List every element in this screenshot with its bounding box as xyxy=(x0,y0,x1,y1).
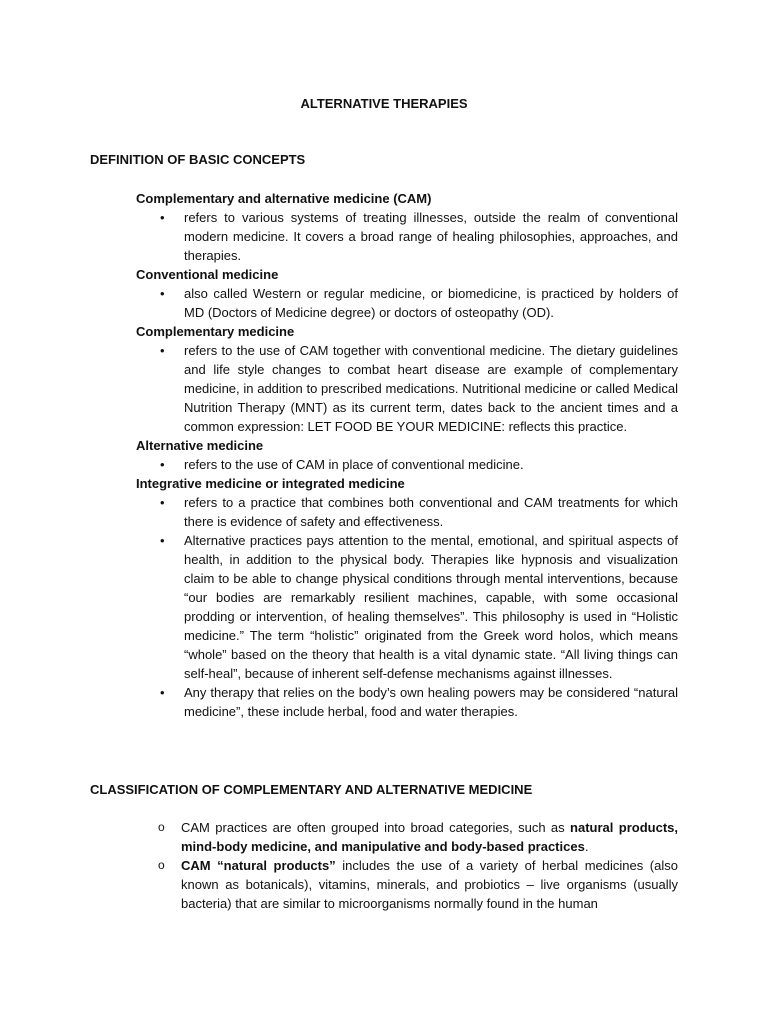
bullet-marker: • xyxy=(160,286,165,301)
term-cam-bullets xyxy=(136,208,678,265)
document-title: ALTERNATIVE THERAPIES xyxy=(300,96,468,111)
list-item xyxy=(136,493,678,531)
list-item xyxy=(136,818,678,856)
bullet-marker: • xyxy=(160,533,165,548)
definitions-list xyxy=(136,189,678,721)
circle-bullet-marker: o xyxy=(158,820,165,834)
item-text: CAM practices are often grouped into broad categories, such as xyxy=(181,820,571,835)
bullet-marker: • xyxy=(160,457,165,472)
list-item xyxy=(136,856,678,913)
list-item xyxy=(136,683,678,721)
list-item xyxy=(136,531,678,683)
list-item xyxy=(136,341,678,436)
item-bold-text: natural products, mind-body medicine, and manipulative and body-based practices xyxy=(181,820,678,854)
item-text-end: . xyxy=(584,839,589,854)
list-item xyxy=(136,284,678,322)
list-item xyxy=(136,208,678,265)
term-integrative-bullets xyxy=(136,493,678,721)
bullet-text: refers to a practice that combines both conventional and CAM treatments for which there is evidence of safety and effectiveness. xyxy=(184,495,678,529)
term-cam: Complementary and alternative medicine (CAM) xyxy=(136,191,432,206)
bullet-text: refers to the use of CAM together with conventional medicine. The dietary guidelines and life style changes to combat heart disease are example of complementary medicine, in addition to prescribed medications. Nutritional medicine or called Medical Nutrition Therapy (MNT) as its current term, dates back to the ancient times and a common expression: LET FOOD BE YOUR MEDICINE: reflects this practice. xyxy=(184,343,678,434)
bullet-text: Any therapy that relies on the body’s own healing powers may be considered “natural medicine”, these include herbal, food and water therapies. xyxy=(184,685,678,719)
term-complementary-bullets xyxy=(136,341,678,436)
bullet-marker: • xyxy=(160,210,165,225)
bullet-text: refers to various systems of treating illnesses, outside the realm of conventional modern medicine. It covers a broad range of healing philosophies, approaches, and therapies. xyxy=(184,210,678,263)
list-item xyxy=(136,455,678,474)
bullet-text: Alternative practices pays attention to the mental, emotional, and spiritual aspects of health, in addition to the physical body. Therapies like hypnosis and visualization claim to be able to change physical conditions through mental interventions, because “our bodies are remarkably resilient machines, capable, with some occasional prodding or intervention, of healing themselves”. This philosophy is used in “Holistic medicine.” The term “holistic” originated from the Greek word holos, which means “whole” based on the theory that health is a vital dynamic state. “All living things can self-heal”, because of inherent self-defense mechanisms against illnesses. xyxy=(184,533,678,681)
bullet-text: also called Western or regular medicine, or biomedicine, is practiced by holders of MD (Doctors of Medicine degree) or doctors of osteopathy (OD). xyxy=(184,286,678,320)
bullet-marker: • xyxy=(160,343,165,358)
term-complementary-medicine: Complementary medicine xyxy=(136,324,295,339)
term-conventional-medicine: Conventional medicine xyxy=(136,267,279,282)
classification-list xyxy=(136,818,678,913)
term-conventional-bullets xyxy=(136,284,678,322)
term-integrative-medicine: Integrative medicine or integrated medicine xyxy=(136,476,405,491)
item-text: includes the use of a variety of herbal medicines (also known as botanicals), vitamins, minerals, and probiotics – live organisms (usually bacteria) that are similar to microorganisms normally found in the human xyxy=(181,858,678,911)
section-heading-classification: CLASSIFICATION OF COMPLEMENTARY AND ALTERNATIVE MEDICINE xyxy=(90,782,533,797)
section-heading-definitions: DEFINITION OF BASIC CONCEPTS xyxy=(90,152,306,167)
bullet-marker: • xyxy=(160,495,165,510)
term-alternative-bullets xyxy=(136,455,678,474)
item-bold-text: CAM “natural products” xyxy=(181,858,336,873)
bullet-marker: • xyxy=(160,685,165,700)
bullet-text: refers to the use of CAM in place of conventional medicine. xyxy=(184,457,524,472)
circle-bullet-marker: o xyxy=(158,858,165,872)
term-alternative-medicine: Alternative medicine xyxy=(136,438,264,453)
